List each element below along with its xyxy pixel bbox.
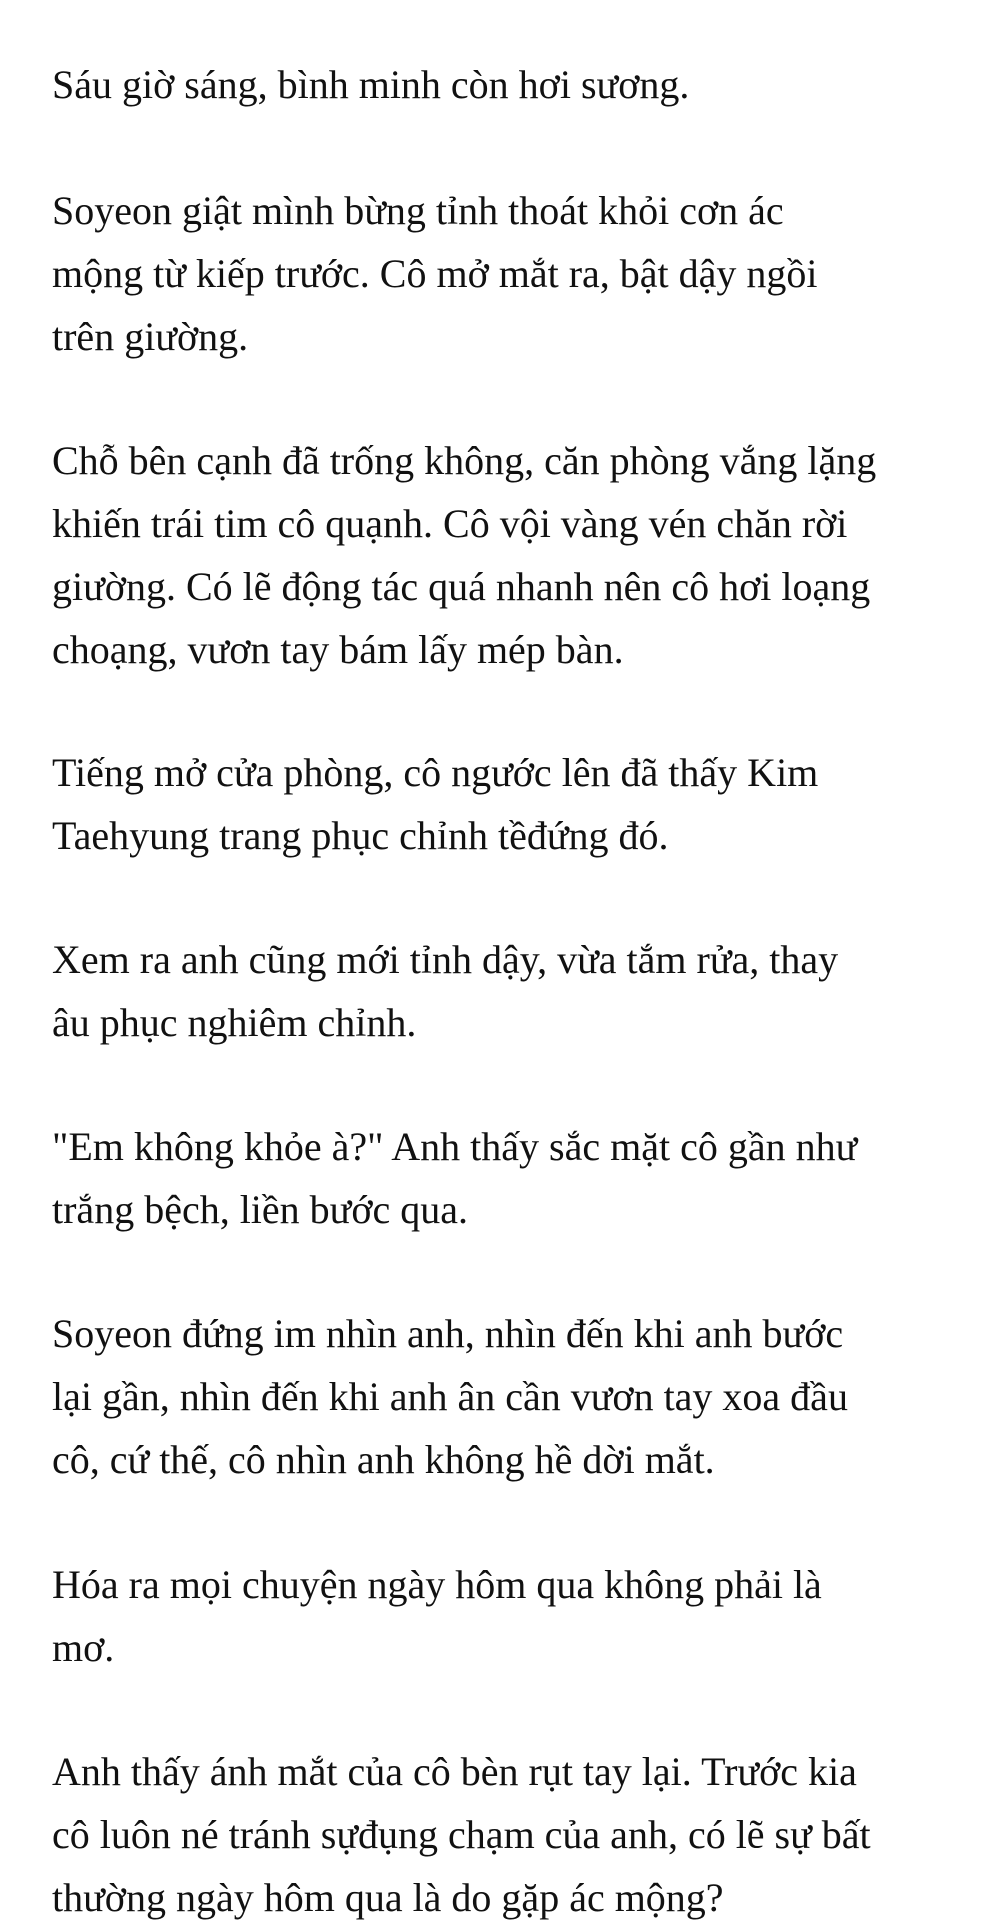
text-line: âu phục nghiêm chỉnh.	[52, 1000, 417, 1045]
text-line: Soyeon đứng im nhìn anh, nhìn đến khi anh bước	[52, 1311, 844, 1356]
text-line: lại gần, nhìn đến khi anh ân cần vươn tay xoa đầu	[52, 1374, 848, 1419]
paragraph-4	[52, 741, 989, 867]
paragraph-5	[52, 928, 989, 1054]
text-line: Xem ra anh cũng mới tỉnh dậy, vừa tắm rửa, thay	[52, 937, 839, 982]
paragraph-3	[52, 429, 989, 681]
text-line: Sáu giờ sáng, bình minh còn hơi sương.	[52, 62, 690, 107]
paragraph-6	[52, 1115, 989, 1241]
text-line: Hóa ra mọi chuyện ngày hôm qua không phải là	[52, 1562, 822, 1607]
text-line: "Em không khỏe à?" Anh thấy sắc mặt cô gần như	[52, 1124, 858, 1169]
paragraph-9	[52, 1740, 989, 1920]
text-line: Taehyung trang phục chỉnh tềđứng đó.	[52, 813, 669, 858]
text-line: khiến trái tim cô quạnh. Cô vội vàng vén chăn rời	[52, 501, 848, 546]
text-line: Anh thấy ánh mắt của cô bèn rụt tay lại. Trước kia	[52, 1749, 857, 1794]
text-line: Soyeon giật mình bừng tỉnh thoát khỏi cơn ác	[52, 188, 784, 233]
text-line: mơ.	[52, 1625, 115, 1670]
text-line: thường ngày hôm qua là do gặp ác mộng?	[52, 1875, 724, 1920]
paragraph-8	[52, 1553, 989, 1679]
text-line: choạng, vươn tay bám lấy mép bàn.	[52, 627, 624, 672]
text-line: mộng từ kiếp trước. Cô mở mắt ra, bật dậy ngồi	[52, 251, 818, 296]
paragraph-1	[52, 53, 989, 116]
paragraph-7	[52, 1302, 989, 1491]
text-line: trên giường.	[52, 314, 249, 359]
text-line: cô luôn né tránh sựđụng chạm của anh, có lẽ sự bất	[52, 1812, 871, 1857]
text-line: giường. Có lẽ động tác quá nhanh nên cô hơi loạng	[52, 564, 871, 609]
text-line: cô, cứ thế, cô nhìn anh không hề dời mắt.	[52, 1437, 715, 1482]
paragraph-2	[52, 179, 989, 368]
text-line: trắng bệch, liền bước qua.	[52, 1187, 469, 1232]
text-line: Tiếng mở cửa phòng, cô ngước lên đã thấy Kim	[52, 750, 819, 795]
text-line: Chỗ bên cạnh đã trống không, căn phòng vắng lặng	[52, 438, 877, 483]
